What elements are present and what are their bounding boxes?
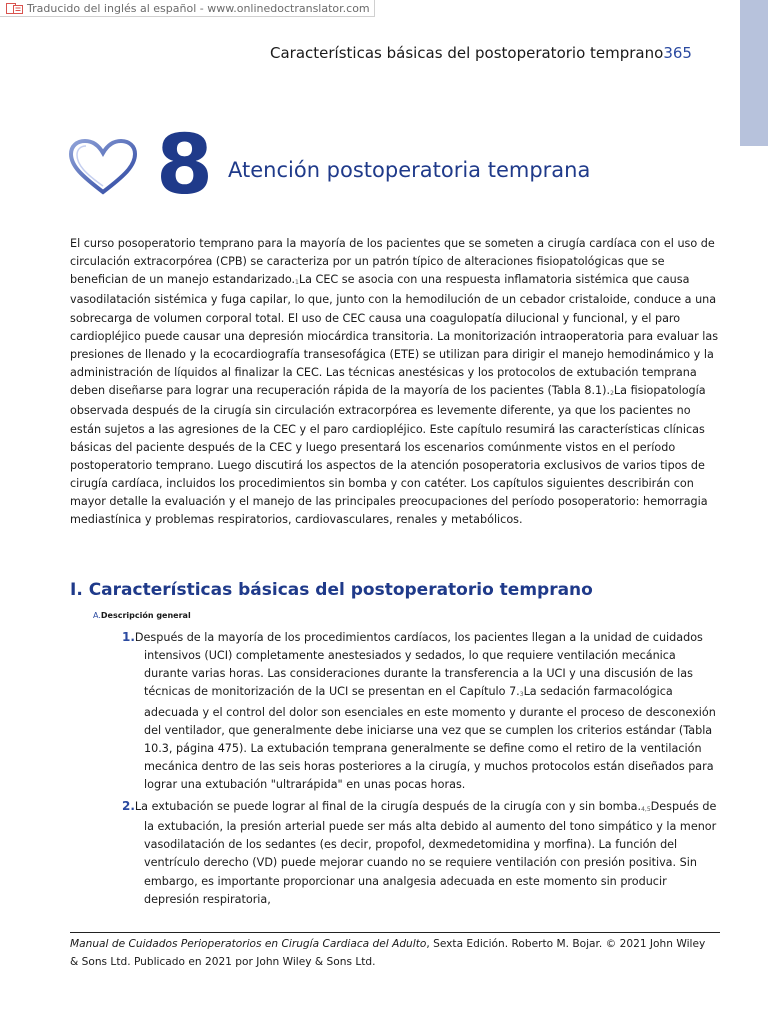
list-item-text-2: Después de la extubación, la presión arterial puede ser más alta debido al aumento del tono simpático y la menor vasodilatación de los sedantes (es decir, propofol, dexmedetomidina y morfina). La función del ventrículo derecho (VD) puede mejorar cuando no se requiere ventilación con presión positiva. Sin embargo, es importante proporcionar una analgesia adecuada en este momento sin producir depresión respiratoria, <box>144 800 717 906</box>
translator-banner[interactable] <box>0 0 375 17</box>
intro-text-3: La fisiopatología observada después de la cirugía sin circulación extracorpórea es levemente diferente, ya que los pacientes no están sujetos a las agresiones de la CEC y el paro cardiopléjico. Este capítulo resumirá las características clínicas básicas del paciente después de la CEC y luego presentará los escenarios comúnmente vistos en el período postoperatorio temprano. Luego discutirá los aspectos de la atención posoperatoria exclusivos de varios tipos de cirugía cardíaca, incluidos los procedimientos sin bomba y con catéter. Los capítulos siguientes describirán con mayor detalle la evaluación y el manejo de las principales preocupaciones del período posoperatorio: hemorragia mediastínica y problemas respiratorios, cardiovasculares, renales y metabólicos. <box>70 384 708 527</box>
pdf-translate-icon <box>6 3 23 14</box>
list-item-text-2: La sedación farmacológica adecuada y el control del dolor son esenciales en este momento y durante el proceso de desconexión del ventilador, que generalmente debe iniciarse una vez que se cumplen los criterios estándar (Tabla 10.3, página 475). La extubación temprana generalmente se define como el retiro de la ventilación mecánica dentro de las seis horas posteriores a la cirugía, y muchos protocolos están diseñados para lograr una extubación "ultrarápida" en unas pocas horas. <box>144 685 716 792</box>
running-head-title: Características básicas del postoperatorio temprano <box>270 44 664 62</box>
intro-paragraph <box>70 235 722 530</box>
subsection-heading <box>93 611 191 620</box>
list-item <box>122 628 722 794</box>
intro-text-2: La CEC se asocia con una respuesta inflamatoria sistémica que causa vasodilatación sistémica y fuga capilar, lo que, junto con la hemodilución de un cebador cristaloide, conduce a una sobrecarga de volumen corporal total. El uso de CEC causa una coagulopatía dilucional y funcional, y el paro cardiopléjico puede causar una depresión miocárdica transitoria. La monitorización intraoperatoria para evaluar las presiones de llenado y la ecocardiografía transesofágica (ETE) se utilizan para dirigir el manejo hemodinámico y la administración de líquidos al finalizar la CEC. Las técnicas anestésicas y los protocolos de extubación temprana deben diseñarse para lograr una recuperación rápida de la mayoría de los pacientes (Tabla 8.1). <box>70 273 719 398</box>
reference-marker: 3 <box>519 691 524 699</box>
subsection-letter: A. <box>93 611 101 620</box>
citation-text: , Sexta Edición. Roberto M. Bojar. © 2021 John Wiley & Sons Ltd. Publicado en 2021 por John Wiley & Sons Ltd. <box>70 938 706 968</box>
subsection-title: Descripción general <box>100 611 191 620</box>
chapter-side-tab <box>740 0 768 146</box>
list-item-text-1: Después de la mayoría de los procedimientos cardíacos, los pacientes llegan a la unidad de cuidados intensivos (UCI) completamente anestesiados y sedados, lo que requiere ventilación mecánica durante varias horas. Las consideraciones durante la transferencia a la UCI y una discusión de las técnicas de monitorización de la UCI se presentan en el Capítulo 7. <box>134 631 703 699</box>
heart-outline-icon <box>68 138 138 196</box>
translator-banner-text[interactable]: Traducido del inglés al español - www.onlinedoctranslator.com <box>27 1 370 15</box>
list-item-number: 1. <box>122 630 135 644</box>
reference-marker: 4,5 <box>641 806 651 813</box>
reference-marker: 1 <box>295 279 299 287</box>
section-heading: I. Características básicas del postoperatorio temprano <box>70 580 593 600</box>
list-item-text-1: La extubación se puede lograr al final de la cirugía después de la cirugía con y sin bomba. <box>134 800 642 813</box>
footer-divider <box>70 932 720 933</box>
list-item <box>122 797 722 909</box>
footer-citation <box>70 936 710 971</box>
running-head <box>270 44 692 62</box>
intro-text-1: El curso posoperatorio temprano para la mayoría de los pacientes que se someten a cirugía cardíaca con el uso de circulación extracorpórea (CPB) se caracteriza por un patrón típico de alteraciones fisiopatológicas que se benefician de un manejo estandarizado. <box>70 237 715 287</box>
chapter-number: 8 <box>156 118 214 213</box>
book-title: Manual de Cuidados Perioperatorios en Cirugía Cardiaca del Adulto <box>70 938 427 950</box>
chapter-title: Atención postoperatoria temprana <box>228 158 591 182</box>
page-number: 365 <box>663 44 692 62</box>
list-item-number: 2. <box>122 799 135 813</box>
reference-marker: 2 <box>610 390 614 398</box>
